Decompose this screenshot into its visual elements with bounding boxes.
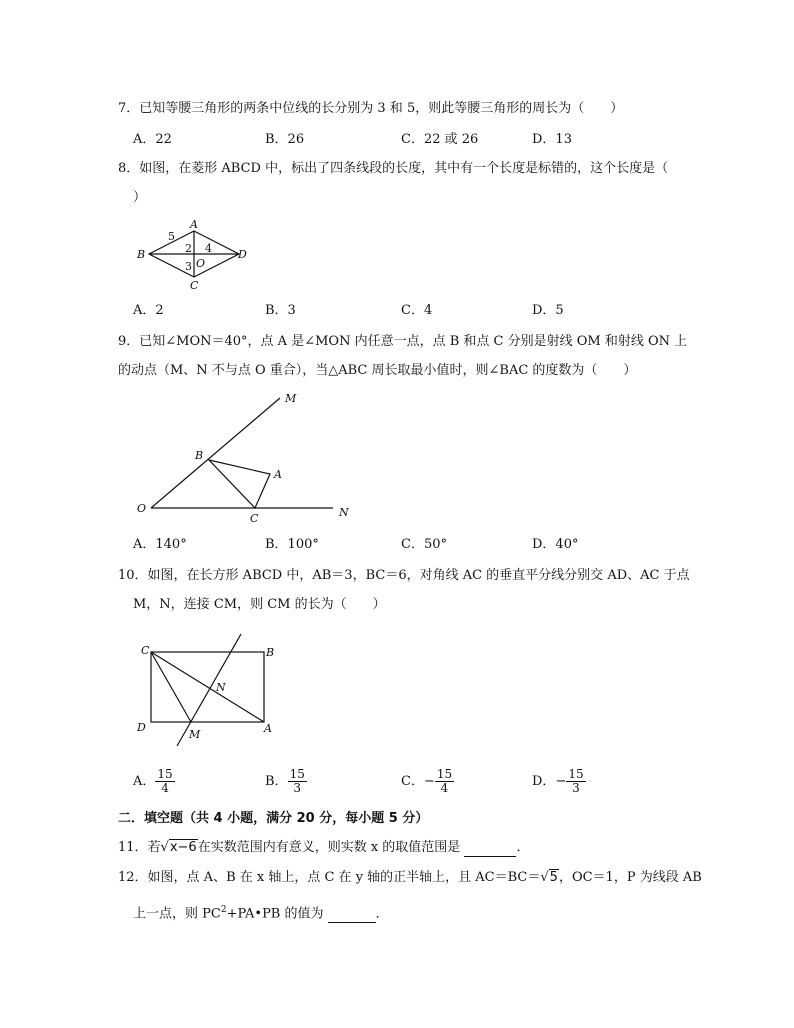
- length-od: 4: [205, 242, 212, 255]
- q8-option-a[interactable]: A．2: [133, 303, 164, 318]
- q9-option-b[interactable]: B．100°: [265, 537, 319, 552]
- q9-options: [133, 534, 693, 556]
- q12-pre: 12．如图，点 A、B 在 x 轴上，点 C 在 y 轴的正半轴上，且 AC＝BC＝: [118, 870, 541, 885]
- q11-answer-blank[interactable]: [464, 842, 516, 857]
- label-n: N: [339, 506, 349, 519]
- numerator: 15: [157, 767, 173, 781]
- label-a: A: [190, 218, 198, 231]
- rectangle-figure: [133, 628, 283, 750]
- q10-option-c-sign: −: [423, 774, 435, 789]
- q11-end: ．: [516, 840, 530, 855]
- radical-sign: √: [160, 840, 169, 855]
- label-n: N: [216, 681, 226, 694]
- q10-option-a-prefix: A．: [133, 774, 156, 789]
- q7-option-a[interactable]: A．22: [133, 132, 172, 147]
- label-b: B: [195, 449, 204, 462]
- q8-option-d[interactable]: D．5: [532, 303, 564, 318]
- q7-option-b[interactable]: B．26: [265, 132, 305, 147]
- q10-option-b-fraction: [288, 768, 307, 795]
- rhombus-figure: [133, 215, 253, 293]
- angle-figure: [133, 388, 358, 528]
- q12-line2-post: +PA•PB 的值为: [226, 906, 328, 922]
- q10-option-b[interactable]: [265, 764, 307, 800]
- radical-sign: √: [540, 870, 549, 885]
- q8-text-cont: ）: [133, 190, 147, 205]
- denominator: 4: [161, 781, 169, 795]
- q10-option-c[interactable]: [401, 764, 454, 800]
- label-b: B: [266, 646, 275, 659]
- q10-text: 10．如图，在长方形 ABCD 中，AB＝3，BC＝6，对角线 AC 的垂直平分线分别交 AD、AC 于点: [118, 568, 690, 583]
- q10-option-d-fraction: [566, 768, 585, 795]
- q7-option-d[interactable]: D．13: [532, 132, 572, 147]
- q10-option-d-prefix: D．: [532, 774, 556, 789]
- q12-answer-blank[interactable]: [328, 908, 376, 923]
- label-m: M: [189, 728, 201, 741]
- q10-option-c-prefix: C．: [401, 774, 424, 789]
- q10-option-a-fraction: [155, 768, 174, 795]
- q9-text: 9．已知∠MON＝40°，点 A 是∠MON 内任意一点，点 B 和点 C 分别是射线 OM 和射线 ON 上: [118, 334, 688, 349]
- q7-options: [133, 129, 693, 151]
- label-b: B: [137, 248, 146, 261]
- q8-options: [133, 300, 693, 322]
- q11-pre: 11．若: [118, 840, 161, 855]
- ray-om: [151, 398, 280, 508]
- q11-text: [118, 839, 529, 857]
- length-oc: 3: [185, 260, 192, 273]
- label-a: A: [264, 722, 272, 735]
- length-ao: 2: [185, 242, 192, 255]
- q8-option-b[interactable]: B．3: [265, 303, 296, 318]
- q7-option-c[interactable]: C．22 或 26: [401, 132, 479, 147]
- denominator: 3: [293, 781, 302, 795]
- q7-text: 7．已知等腰三角形的两条中位线的长分别为 3 和 5，则此等腰三角形的周长为（ ）: [118, 101, 624, 116]
- q12-superscript: 2: [220, 905, 227, 915]
- q8-text: 8．如图，在菱形 ABCD 中，标出了四条线段的长度，其中有一个长度是标错的，这个长度是（: [118, 161, 669, 176]
- length-ab: 5: [168, 230, 175, 243]
- q10-option-d[interactable]: [532, 764, 586, 800]
- label-d: D: [137, 721, 146, 734]
- label-o: O: [196, 257, 206, 270]
- q9-option-d[interactable]: D．40°: [532, 537, 579, 552]
- label-c: C: [250, 512, 259, 525]
- q10-option-a[interactable]: [133, 764, 175, 800]
- q10-options: [133, 764, 693, 800]
- q8-option-c[interactable]: C．4: [401, 303, 433, 318]
- q10-text-cont: M，N，连接 CM，则 CM 的长为（ ）: [133, 597, 386, 612]
- section-title: 二．填空题（共 4 小题，满分 20 分，每小题 5 分）: [118, 811, 429, 826]
- label-d: D: [238, 248, 247, 261]
- denominator: 3: [572, 781, 580, 795]
- denominator: 4: [440, 781, 449, 795]
- q9-text-cont: 的动点（M、N 不与点 O 重合），当△ABC 周长取最小值时，则∠BAC 的度数为（ ）: [118, 363, 637, 378]
- q10-option-d-sign: −: [555, 774, 567, 789]
- q11-radicand: x−6: [169, 840, 197, 855]
- diagonal-ac: [151, 652, 264, 722]
- label-a: A: [274, 468, 282, 481]
- numerator: 15: [436, 767, 453, 781]
- numerator: 15: [289, 767, 305, 781]
- label-c: C: [190, 279, 199, 292]
- q9-option-c[interactable]: C．50°: [401, 537, 447, 552]
- q12-text: [118, 869, 702, 887]
- perpendicular-bisector: [177, 634, 241, 746]
- q12-text-cont: [133, 901, 389, 923]
- q12-line2-pre: 上一点，则 PC: [133, 906, 221, 922]
- q9-option-a[interactable]: A．140°: [133, 537, 187, 552]
- q11-post: 在实数范围内有意义，则实数 x 的取值范围是: [197, 840, 465, 855]
- q12-end: ．: [375, 906, 389, 922]
- triangle-abc: [209, 460, 270, 508]
- label-c: C: [141, 644, 150, 657]
- q10-option-c-fraction: [435, 768, 454, 795]
- q12-post: ，OC＝1，P 为线段 AB: [558, 870, 702, 885]
- label-m: M: [285, 392, 297, 405]
- segment-cm: [151, 652, 191, 722]
- q12-radicand: 5: [549, 870, 558, 885]
- numerator: 15: [568, 767, 584, 781]
- label-o: O: [137, 502, 147, 515]
- q10-option-b-prefix: B．: [265, 774, 288, 789]
